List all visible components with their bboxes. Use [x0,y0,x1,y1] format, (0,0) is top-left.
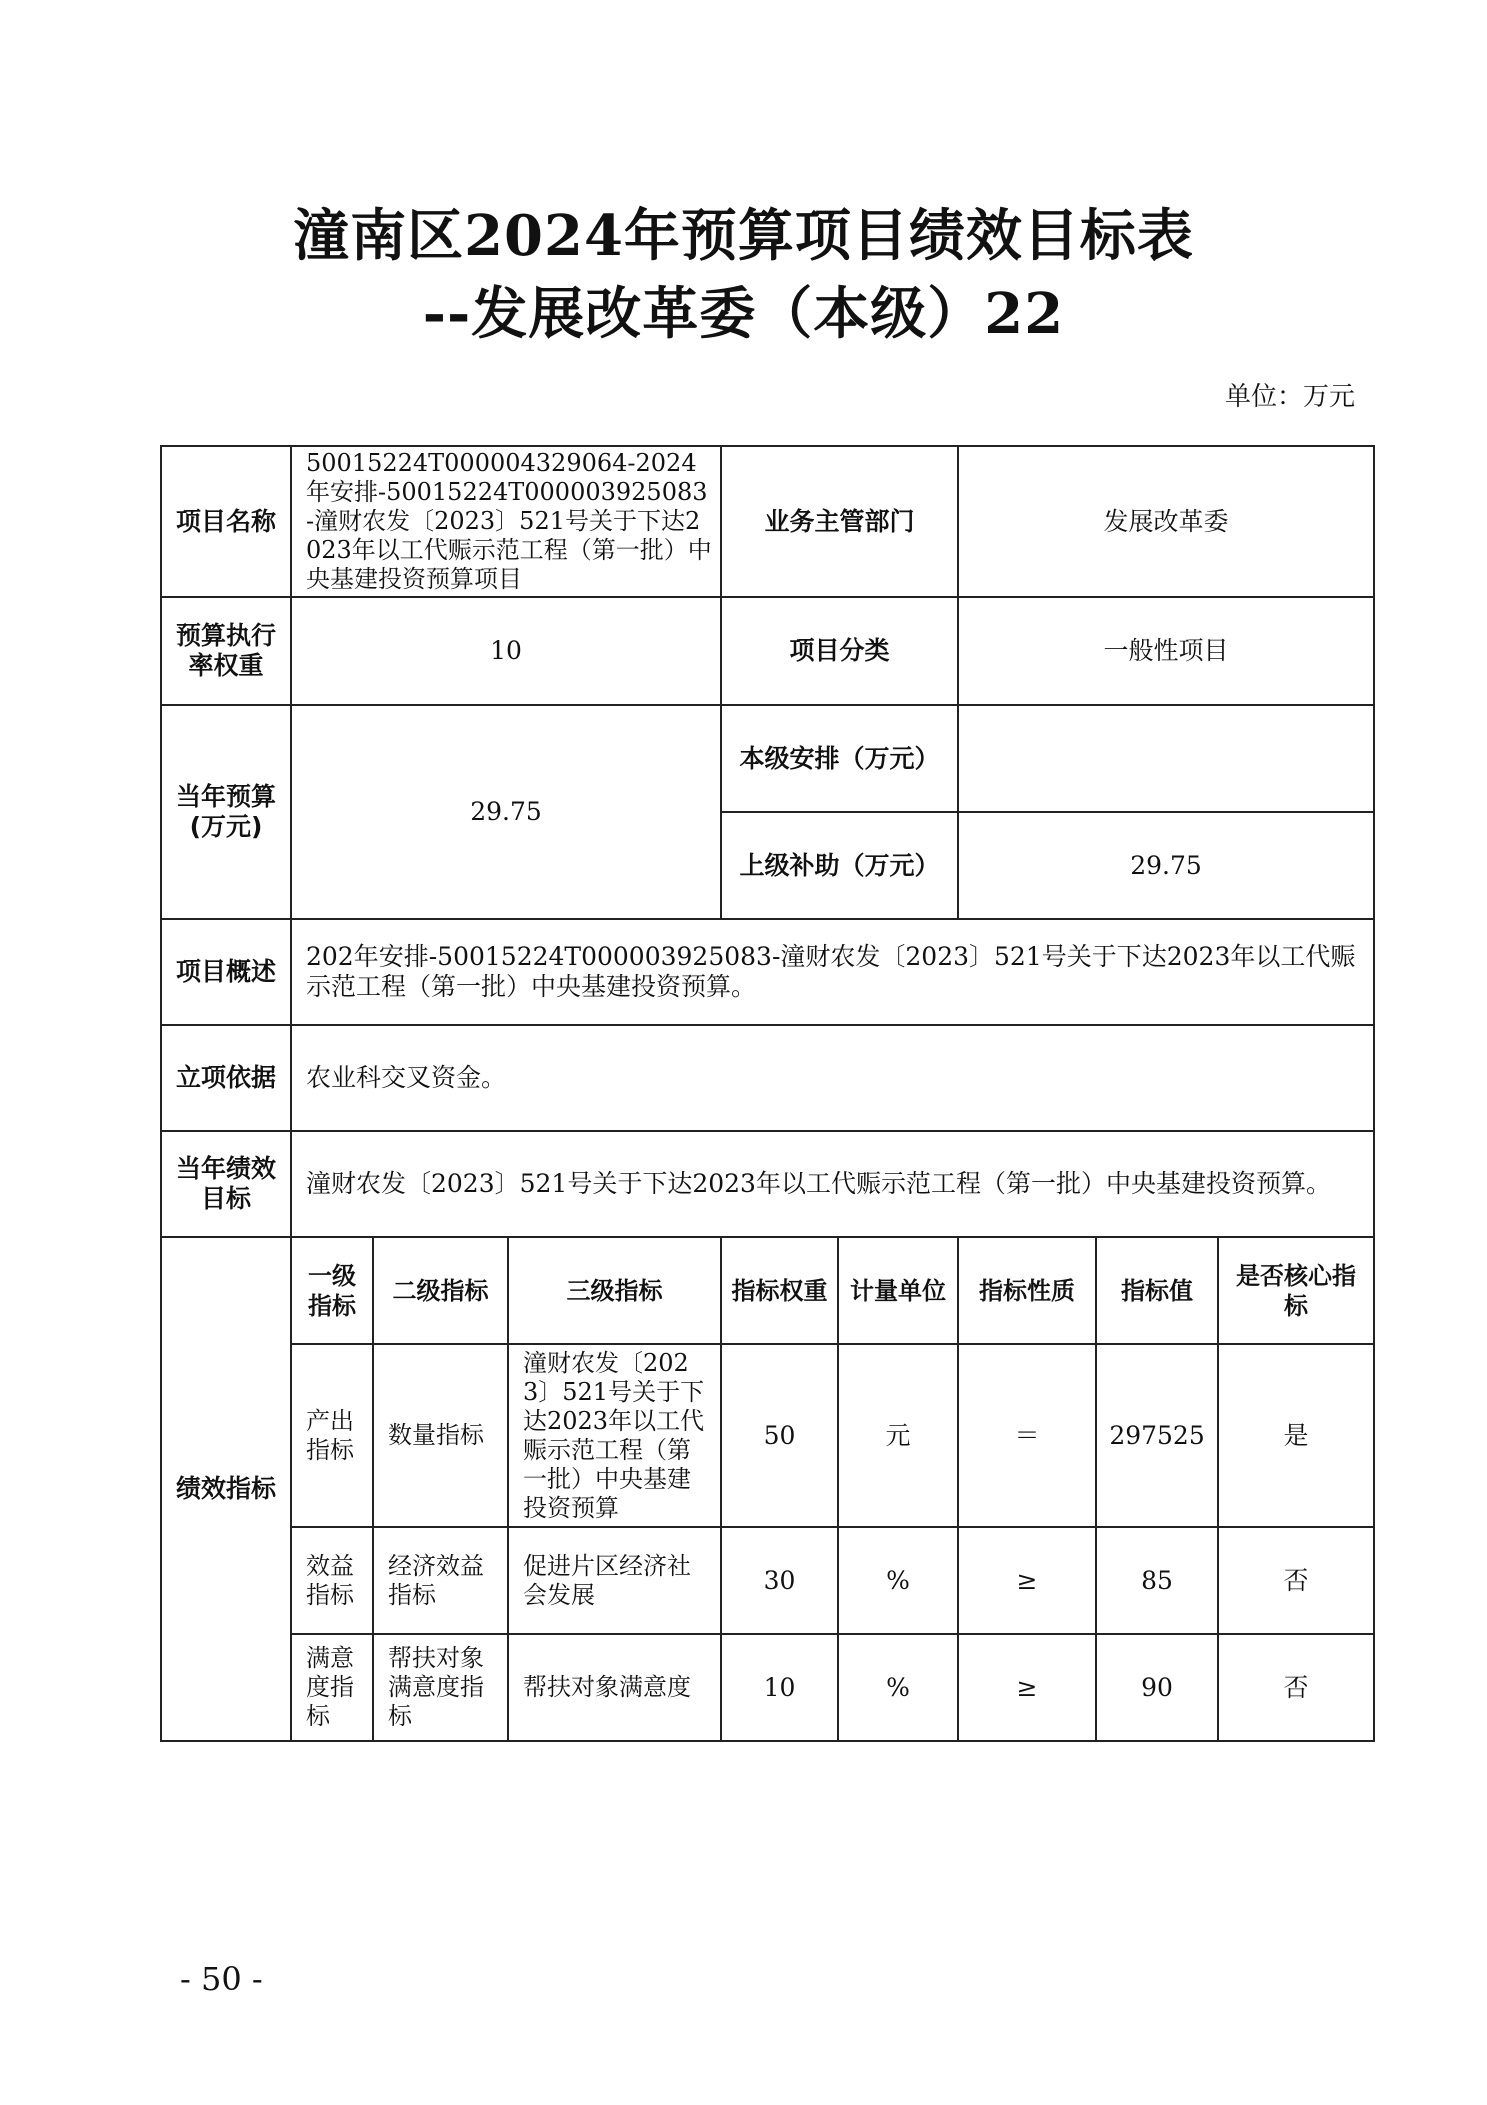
indicator-level3: 潼财农发〔2023〕521号关于下达2023年以工代赈示范工程（第一批）中央基建投资预算 [508,1344,721,1527]
indicator-level2: 帮扶对象满意度指标 [373,1634,508,1741]
unit-label: 单位：万元 [1224,382,1355,412]
budget-label: 当年预算(万元) [161,705,291,919]
row-project-name [161,446,1374,597]
header-level2: 二级指标 [373,1237,508,1344]
page-number: - 50 - [180,1960,263,1998]
exec-weight-value: 10 [291,597,721,705]
row-basis [161,1025,1374,1131]
indicator-level1: 效益指标 [291,1527,373,1634]
header-level3: 三级指标 [508,1237,721,1344]
goal-label: 当年绩效目标 [161,1131,291,1237]
document-title-line2: --发展改革委（本级）22 [422,281,1065,347]
indicator-row [161,1527,1374,1634]
indicator-level2: 数量指标 [373,1344,508,1527]
indicator-row [161,1634,1374,1741]
category-label: 项目分类 [721,597,958,705]
header-unit: 计量单位 [838,1237,958,1344]
goal-value: 潼财农发〔2023〕521号关于下达2023年以工代赈示范工程（第一批）中央基建投资预算。 [291,1131,1374,1237]
budget-value: 29.75 [291,705,721,919]
header-nature: 指标性质 [958,1237,1096,1344]
indicator-level3: 帮扶对象满意度 [508,1634,721,1741]
indicator-weight: 10 [721,1634,838,1741]
indicator-level3: 促进片区经济社会发展 [508,1527,721,1634]
indicator-weight: 50 [721,1344,838,1527]
row-exec-weight [161,597,1374,705]
project-name-label: 项目名称 [161,446,291,597]
indicator-level1: 产出指标 [291,1344,373,1527]
basis-value: 农业科交叉资金。 [291,1025,1374,1131]
basis-label: 立项依据 [161,1025,291,1131]
local-value [958,705,1374,812]
indicator-core: 否 [1218,1634,1374,1741]
indicator-nature: ≥ [958,1527,1096,1634]
indicator-row [161,1344,1374,1527]
document-title-line1: 潼南区2024年预算项目绩效目标表 [293,203,1194,269]
indicators-label: 绩效指标 [161,1237,291,1741]
row-overview [161,919,1374,1025]
header-core: 是否核心指标 [1218,1237,1374,1344]
dept-value: 发展改革委 [958,446,1374,597]
indicator-unit: 元 [838,1344,958,1527]
dept-label: 业务主管部门 [721,446,958,597]
header-level1: 一级指标 [291,1237,373,1344]
overview-value: 202年安排-50015224T000003925083-潼财农发〔2023〕521号关于下达2023年以工代赈示范工程（第一批）中央基建投资预算。 [291,919,1374,1025]
performance-target-table [160,445,1375,1742]
row-goal [161,1131,1374,1237]
indicator-unit: % [838,1634,958,1741]
indicator-level2: 经济效益指标 [373,1527,508,1634]
indicator-weight: 30 [721,1527,838,1634]
indicator-header-row [161,1237,1374,1344]
category-value: 一般性项目 [958,597,1374,705]
header-value: 指标值 [1096,1237,1218,1344]
superior-label: 上级补助（万元） [721,812,958,919]
indicator-value: 85 [1096,1527,1218,1634]
row-budget-local [161,705,1374,812]
indicator-unit: % [838,1527,958,1634]
exec-weight-label: 预算执行率权重 [161,597,291,705]
superior-value: 29.75 [958,812,1374,919]
header-weight: 指标权重 [721,1237,838,1344]
indicator-value: 90 [1096,1634,1218,1741]
indicator-nature: ≥ [958,1634,1096,1741]
indicator-level1: 满意度指标 [291,1634,373,1741]
indicator-core: 是 [1218,1344,1374,1527]
local-label: 本级安排（万元） [721,705,958,812]
indicator-value: 297525 [1096,1344,1218,1527]
indicator-core: 否 [1218,1527,1374,1634]
indicator-nature: ＝ [958,1344,1096,1527]
project-name-value: 50015224T000004329064-2024年安排-50015224T000003925083-潼财农发〔2023〕521号关于下达2023年以工代赈示范工程（第一批）中央基建投资预算项目 [291,446,721,597]
overview-label: 项目概述 [161,919,291,1025]
